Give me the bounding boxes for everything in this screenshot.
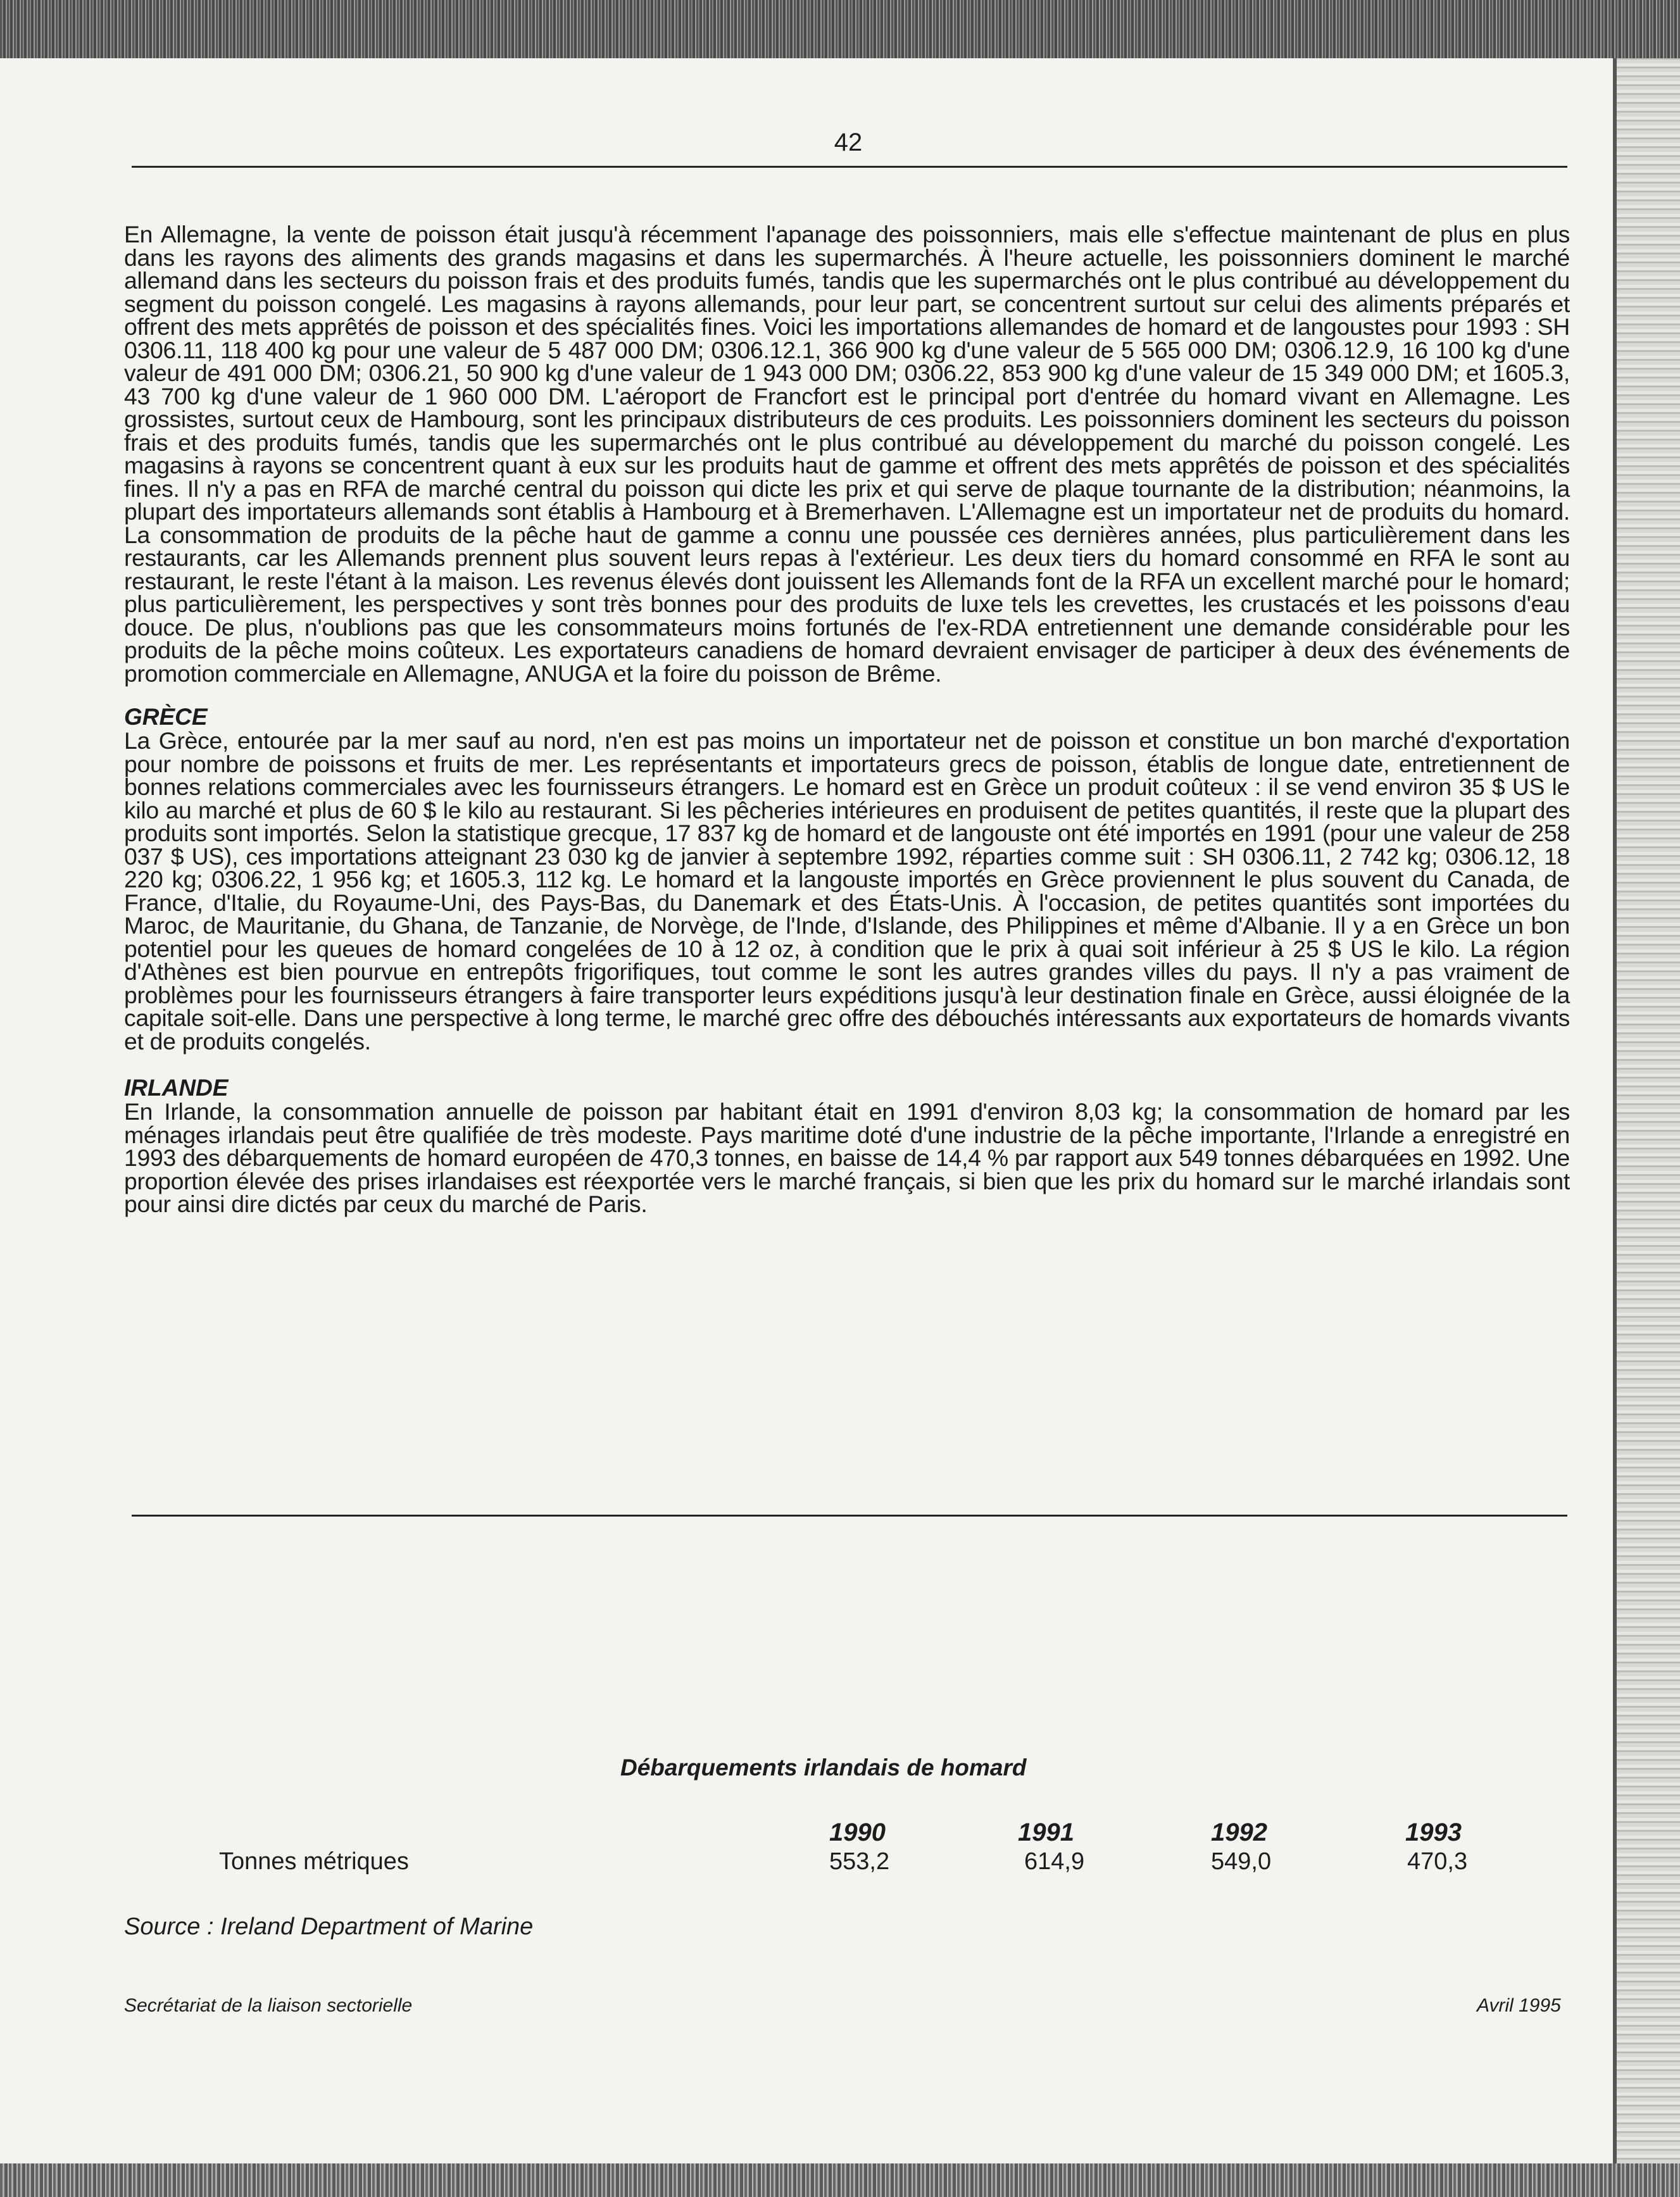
cell-1991: 614,9 xyxy=(1024,1848,1085,1875)
header-rule xyxy=(132,166,1567,168)
year-header-1990: 1990 xyxy=(829,1818,886,1846)
page-number: 42 xyxy=(834,128,863,156)
footer-date: Avril 1995 xyxy=(1477,1995,1561,2016)
cell-1993: 470,3 xyxy=(1407,1848,1468,1875)
scan-edge-right xyxy=(1613,58,1680,2163)
paragraph-irlande: En Irlande, la consommation annuelle de poisson par habitant était en 1991 d'environ 8,03 kg; la consommation de homard par les ménages irlandais peut être qualifiée de très modeste. Pays maritime doté d'une industrie de la pêche importante, l'Irlande a enregistré en 1993 des débarquements de homard européen de 470,3 tonnes, en baisse de 14,4 % par rapport aux 549 tonnes débarquées en 1992. Une proportion élevée des prises irlandaises est réexportée vers le marché français, si bien que les prix du homard sur le marché irlandais sont pour ainsi dire dictés par ceux du marché de Paris. xyxy=(124,1098,1570,1217)
body-text xyxy=(124,223,1570,1216)
cell-1990: 553,2 xyxy=(829,1848,890,1875)
year-header-1991: 1991 xyxy=(1018,1818,1074,1846)
row-label-tonnes: Tonnes métriques xyxy=(219,1848,409,1875)
table-title: Débarquements irlandais de homard xyxy=(620,1755,1027,1781)
scan-edge-top xyxy=(0,0,1680,58)
year-header-1993: 1993 xyxy=(1405,1818,1462,1846)
footer-organization: Secrétariat de la liaison sectorielle xyxy=(124,1995,413,2016)
heading-irlande: IRLANDE xyxy=(124,1075,229,1101)
heading-grece: GRÈCE xyxy=(124,704,208,730)
paragraph-allemagne: En Allemagne, la vente de poisson était jusqu'à récemment l'apanage des poissonniers, mais elle s'effectue maintenant de plus en plus dans les rayons des aliments des grands magasins et dans les supermarchés. À l'heure actuelle, les poissonniers dominent le marché allemand dans les secteurs du poisson frais et des produits fumés, tandis que les supermarchés ont le plus contribué au développement du segment du poisson congelé. Les magasins à rayons allemands, pour leur part, se concentrent surtout sur celui des aliments préparés et offrent des mets apprêtés de poisson et des spécialités fines. Voici les importations allemandes de homard et de langoustes pour 1993 : SH 0306.11, 118 400 kg pour une valeur de 5 487 000 DM; 0306.12.1, 366 900 kg d'une valeur de 5 565 000 DM; 0306.12.9, 16 100 kg d'une valeur de 491 000 DM; 0306.21, 50 900 kg d'une valeur de 1 943 000 DM; 0306.22, 853 900 kg d'une valeur de 15 349 000 DM; et 1605.3, 43 700 kg d'une valeur de 1 960 000 DM. L'aéroport de Francfort est le principal port d'entrée du homard vivant en Allemagne. Les grossistes, surtout ceux de Hambourg, sont les principaux distributeurs de ces produits. Les poissonniers dominent les secteurs du poisson frais et des produits fumés, tandis que les supermarchés ont le plus contribué au développement du marché du poisson congelé. Les magasins à rayons se concentrent quant à eux sur les produits haut de gamme et offrent des mets apprêtés de poisson et des spécialités fines. Il n'y a pas en RFA de marché central du poisson qui dicte les prix et qui serve de plaque tournante de la distribution; néanmoins, la plupart des importateurs allemands sont établis à Hambourg et à Bremerhaven. L'Allemagne est un importateur net de produits du homard. La consommation de produits de la pêche haut de gamme a connu une poussée ces dernières années, plus particulièrement dans les restaurants, car les Allemands prennent plus souvent leurs repas à l'extérieur. Les deux tiers du homard consommé en RFA le sont au restaurant, le reste l'étant à la maison. Les revenus élevés dont jouissent les Allemands font de la RFA un excellent marché pour le homard; plus particulièrement, les perspectives y sont très bonnes pour des produits de luxe tels les crevettes, les crustacés et les poissons d'eau douce. De plus, n'oublions pas que les consommateurs moins fortunés de l'ex-RDA entretiennent une demande considérable pour les produits de la pêche moins coûteux. Les exportateurs canadiens de homard devraient envisager de participer à deux des événements de promotion commerciale en Allemagne, ANUGA et la foire du poisson de Brême. xyxy=(124,221,1570,687)
footer-rule xyxy=(132,1515,1567,1517)
scan-edge-bottom xyxy=(0,2163,1680,2197)
year-header-1992: 1992 xyxy=(1211,1818,1267,1846)
cell-1992: 549,0 xyxy=(1211,1848,1272,1875)
table-source: Source : Ireland Department of Marine xyxy=(124,1913,534,1940)
paragraph-grece: La Grèce, entourée par la mer sauf au nord, n'en est pas moins un importateur net de poisson et constitue un bon marché d'exportation pour nombre de poissons et fruits de mer. Les représentants et importateurs grecs de poisson, établis de longue date, entretiennent de bonnes relations commerciales avec les fournisseurs étrangers. Le homard est en Grèce un produit coûteux : il se vend environ 35 $ US le kilo au marché et plus de 60 $ le kilo au restaurant. Si les pêcheries intérieures en produisent de petites quantités, il reste que la plupart des produits sont importés. Selon la statistique grecque, 17 837 kg de homard et de langouste ont été importés en 1991 (pour une valeur de 258 037 $ US), ces importations atteignant 23 030 kg de janvier à septembre 1992, réparties comme suit : SH 0306.11, 2 742 kg; 0306.12, 18 220 kg; 0306.22, 1 956 kg; et 1605.3, 112 kg. Le homard et la langouste importés en Grèce proviennent le plus souvent du Canada, de France, d'Italie, du Royaume-Uni, des Pays-Bas, du Danemark et des États-Unis. À l'occasion, de petites quantités sont importées du Maroc, de Mauritanie, du Ghana, de Tanzanie, de Norvège, de l'Inde, d'Islande, des Philippines et même d'Albanie. Il y a en Grèce un bon potentiel pour les queues de homard congelées de 10 à 12 oz, à condition que le prix à quai soit inférieur à 25 $ US le kilo. La région d'Athènes est bien pourvue en entrepôts frigorifiques, tout comme le sont les autres grandes villes du pays. Il n'y a pas vraiment de problèmes pour les fournisseurs étrangers à faire transporter leurs expéditions jusqu'à leur destination finale en Grèce, aussi éloignée de la capitale soit-elle. Dans une perspective à long terme, le marché grec offre des débouchés intéressants aux exportateurs de homards vivants et de produits congelés. xyxy=(124,727,1570,1055)
